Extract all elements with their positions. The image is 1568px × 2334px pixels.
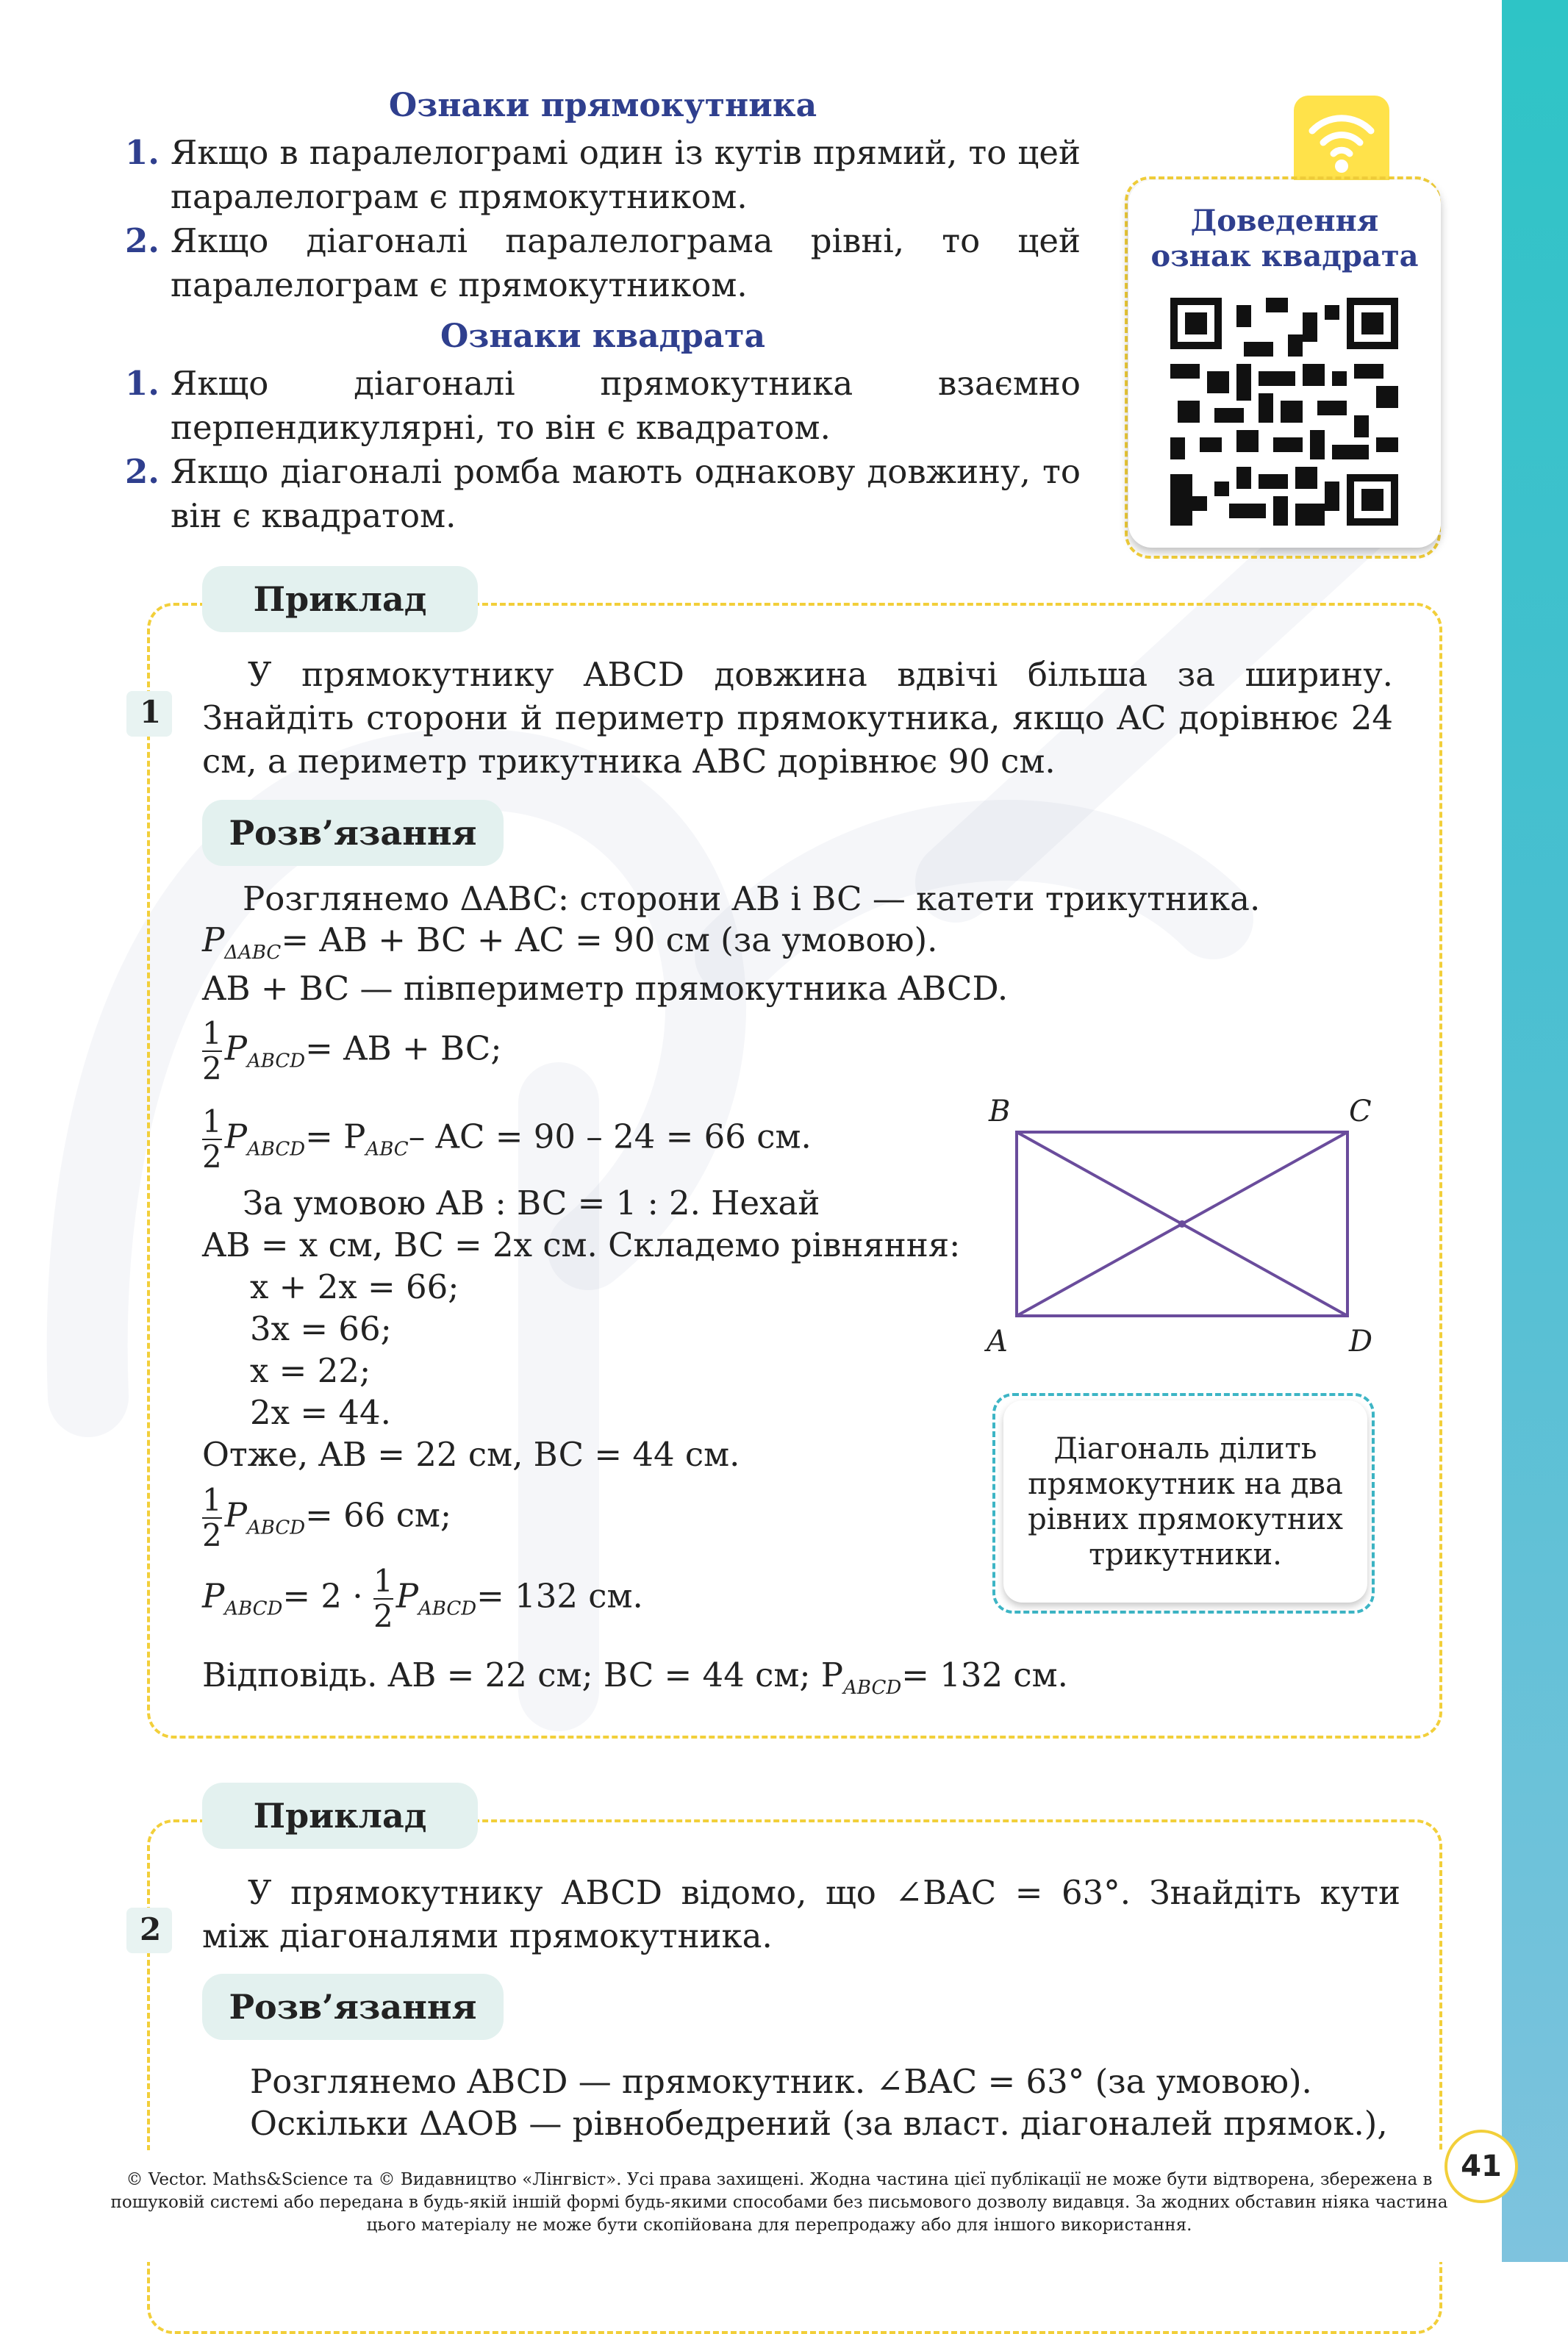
vertex-label-c: C (1349, 1095, 1372, 1128)
answer-line (202, 1655, 1068, 1699)
rule-number: 1. (125, 364, 160, 403)
perimeter-subscript: ABCD (418, 1597, 477, 1620)
fraction-numerator: 1 (202, 1482, 222, 1518)
solution-line-2-rest: = AB + BC + AC = 90 см (за умовою). (281, 920, 938, 959)
example-1-solution-tag: Розв’язання (202, 800, 504, 866)
perimeter-subscript-abc: ABC (365, 1138, 409, 1161)
example-2-number: 2 (140, 1911, 162, 1947)
perimeter-symbol: P (224, 1495, 248, 1535)
qr-title-line-1: Доведення (1190, 204, 1379, 238)
solution-line-10-rest: = 132 см. (476, 1576, 643, 1616)
fraction-denominator: 2 (373, 1598, 393, 1634)
solution-line-3: AB + BC — півпериметр прямокутника ABCD. (202, 969, 1009, 1008)
rectangle-sign-1 (125, 131, 1081, 219)
square-sign-2 (125, 450, 1081, 538)
solution-line-6: За умовою AB : BC = 1 : 2. Нехай (243, 1184, 820, 1223)
rule-number: 2. (125, 452, 160, 491)
answer-rest: = 132 см. (901, 1655, 1068, 1694)
solution-line-10-mid: = 2 · (282, 1576, 363, 1616)
diagonal-intersection (1178, 1220, 1186, 1228)
perimeter-subscript: ABCD (247, 1517, 306, 1539)
page-number: 41 (1445, 2130, 1518, 2203)
example-2-tag: Приклад (202, 1783, 478, 1849)
rectangle-signs-list (125, 131, 1081, 307)
solution-line-9-rest: = 66 см; (305, 1495, 452, 1535)
perimeter-subscript: ABCD (247, 1050, 306, 1073)
equation-1: x + 2x = 66; (250, 1267, 459, 1306)
qr-title-line-2: ознак квадрата (1150, 239, 1419, 273)
note-card: Діагональ ділить прямокутник на два рівних прямокутних трикутники. (1003, 1400, 1367, 1603)
solution-line-2 (202, 920, 937, 964)
example-2-solution-tag: Розв’язання (202, 1974, 504, 2040)
rule-text: Якщо діагоналі ромба мають однакову довжину, то він є квадратом. (171, 452, 1081, 535)
fraction-half (202, 1015, 222, 1087)
rectangle-sign-2 (125, 219, 1081, 307)
copyright-footer: © Vector. Maths&Science та © Видавництво «Лінгвіст». Усі права захищені. Жодна частина цієї публікації не може бути відтворена, збережена в пошуковій системі або передана в будь-якій іншій формі будь-якими способами без письмового дозволу видавця. За жодних обставин ніяка частина цього матеріалу не може бути скопійована для перепродажу або для іншого використання. (110, 2170, 1448, 2235)
perimeter-subscript: ΔABC (224, 942, 282, 964)
solution-line-1: Розглянемо ΔABC: сторони AB і BC — катети трикутника. (243, 879, 1261, 918)
square-signs-list (125, 362, 1081, 538)
equation-3: x = 22; (250, 1351, 371, 1390)
fraction-numerator: 1 (373, 1563, 393, 1599)
fraction-denominator: 2 (202, 1517, 222, 1553)
equation-2: 3x = 66; (250, 1309, 392, 1348)
perimeter-subscript: ABCD (224, 1597, 283, 1620)
qr-code[interactable] (1170, 298, 1398, 526)
rule-text: Якщо діагоналі прямокутника взаємно перпендикулярні, то він є квадратом. (171, 364, 1081, 447)
solution-line-4 (202, 1015, 502, 1087)
solution-line-5-rest: – AC = 90 – 24 = 66 см. (408, 1117, 812, 1156)
perimeter-symbol: P (395, 1576, 418, 1616)
fraction-denominator: 2 (202, 1050, 222, 1087)
rectangle-signs-title: Ознаки прямокутника (388, 87, 817, 124)
rule-number: 1. (125, 133, 160, 172)
perimeter-symbol: P (202, 1576, 225, 1616)
example-2-solution-line-2: Оскільки ΔAOB — рівнобедрений (за власт. діагоналей прямок.), (250, 2104, 1388, 2143)
solution-line-9 (202, 1482, 452, 1553)
solution-line-5-mid: = P (305, 1117, 366, 1156)
example-2-problem: У прямокутнику ABCD відомо, що ∠BAC = 63°. Знайдіть кути між діагоналями прямокутника. (202, 1873, 1400, 1955)
wifi-tab (1294, 96, 1389, 184)
example-1-problem: У прямокутнику ABCD довжина вдвічі більша за ширину. Знайдіть сторони й периметр прямокутника, якщо AC дорівнює 24 см, а периметр трикутника ABC дорівнює 90 см. (202, 655, 1393, 781)
perimeter-symbol: P (202, 920, 225, 959)
fraction-denominator: 2 (202, 1139, 222, 1175)
example-1-tag: Приклад (202, 566, 478, 632)
square-sign-1 (125, 362, 1081, 450)
vertex-label-a: A (987, 1325, 1008, 1358)
example-2-solution-line-1: Розглянемо ABCD — прямокутник. ∠BAC = 63° (за умовою). (250, 2062, 1312, 2101)
answer-subscript: ABCD (843, 1677, 902, 1699)
rule-text: Якщо діагоналі паралелограма рівні, то цей паралелограм є прямокутником. (171, 221, 1081, 304)
solution-line-8: Отже, AB = 22 см, BC = 44 см. (202, 1435, 740, 1474)
qr-title (1128, 204, 1441, 274)
fraction-numerator: 1 (202, 1015, 222, 1051)
side-color-band (1502, 0, 1568, 2262)
qr-card[interactable] (1128, 180, 1441, 548)
rule-text: Якщо в паралелограмі один із кутів прямий, то цей паралелограм є прямокутником. (171, 133, 1081, 216)
example-1-number: 1 (140, 694, 162, 730)
solution-line-4-rest: = AB + BC; (305, 1028, 502, 1068)
fraction-half (202, 1482, 222, 1553)
rule-number: 2. (125, 221, 160, 260)
fraction-numerator: 1 (202, 1103, 222, 1139)
solution-line-7: AB = x см, BC = 2x см. Складемо рівняння: (202, 1225, 961, 1264)
solution-line-5 (202, 1103, 812, 1175)
answer-text: Відповідь. AB = 22 см; BC = 44 см; P (202, 1655, 844, 1694)
square-signs-title: Ознаки квадрата (440, 318, 766, 355)
wifi-icon (1294, 96, 1389, 184)
vertex-label-d: D (1349, 1325, 1373, 1358)
perimeter-symbol: P (224, 1117, 248, 1156)
rectangle-figure (978, 1088, 1389, 1360)
equation-4: 2x = 44. (250, 1393, 391, 1432)
fraction-half (202, 1103, 222, 1175)
perimeter-subscript: ABCD (247, 1138, 306, 1161)
solution-line-10 (202, 1563, 643, 1634)
perimeter-symbol: P (224, 1028, 248, 1068)
vertex-label-b: B (989, 1095, 1011, 1128)
fraction-half (373, 1563, 393, 1634)
